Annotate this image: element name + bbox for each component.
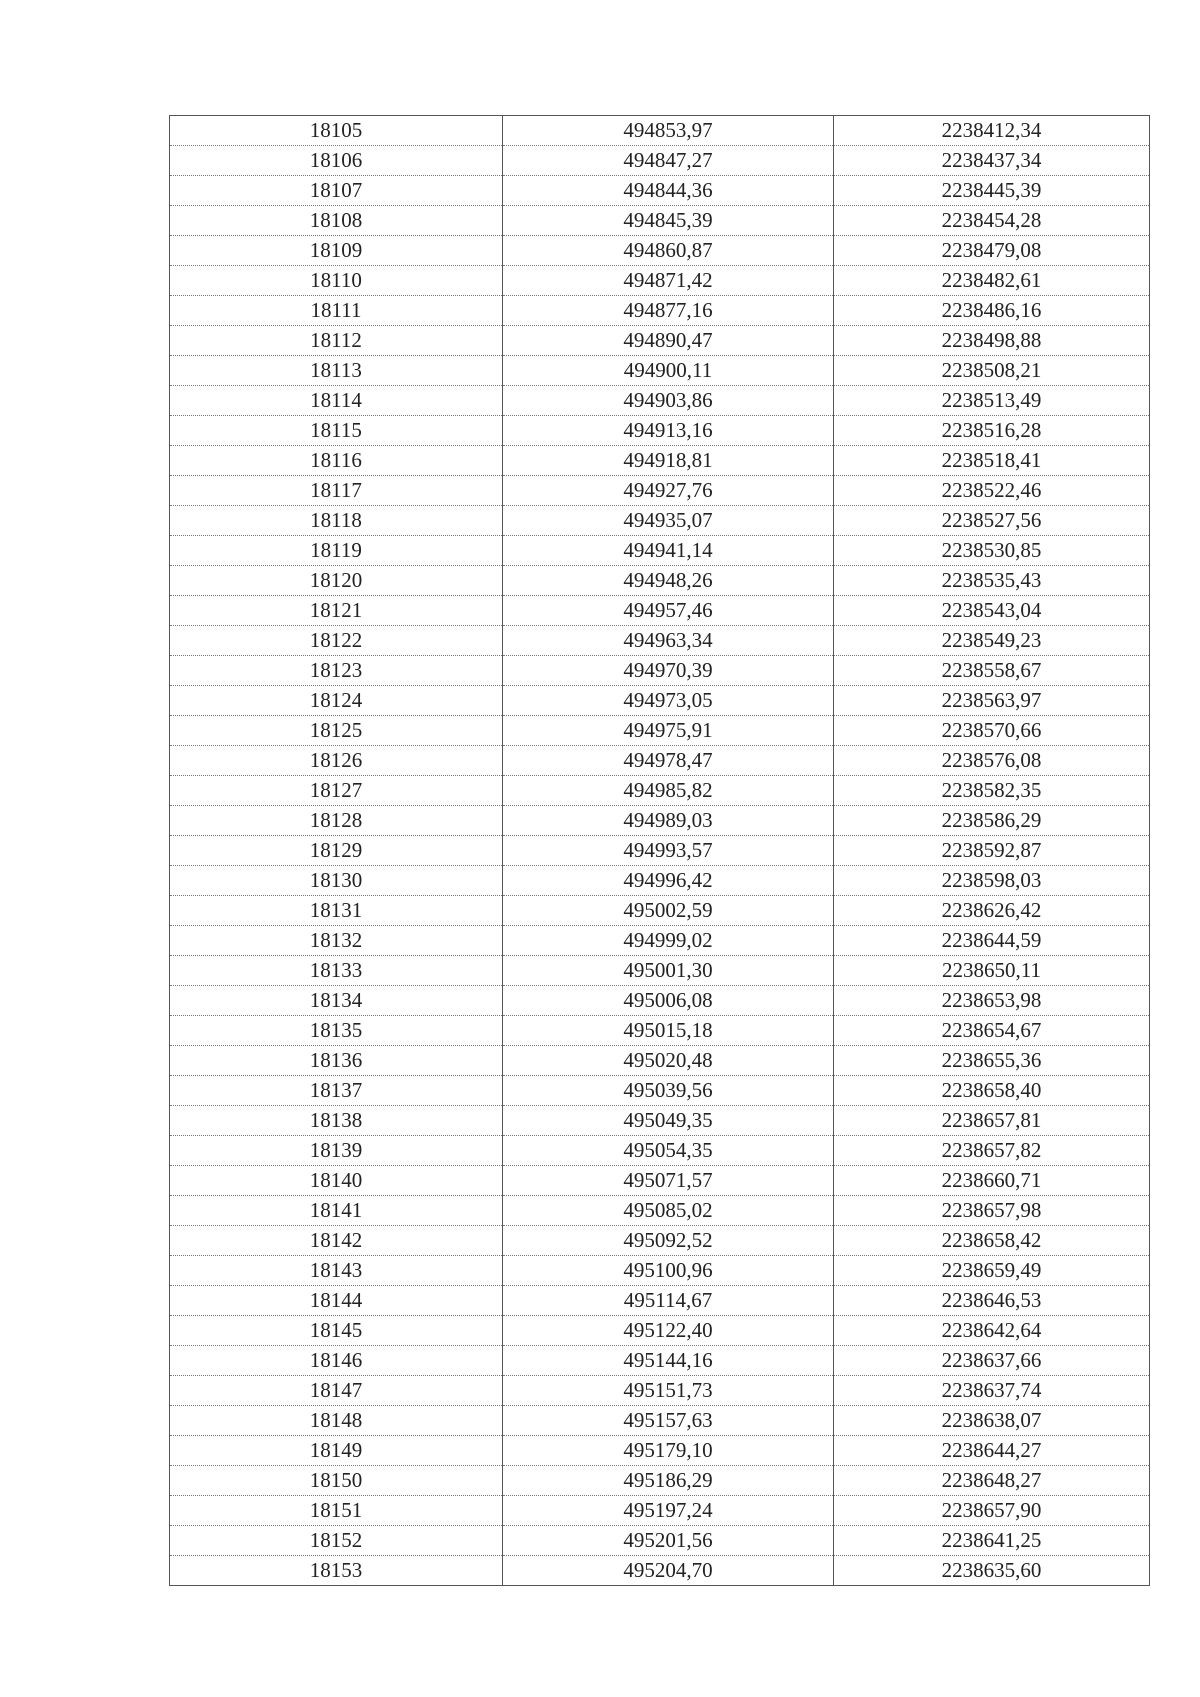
table-row xyxy=(170,176,1150,206)
x-coordinate-cell: 494890,47 xyxy=(503,326,834,356)
table-row xyxy=(170,866,1150,896)
table-row xyxy=(170,956,1150,986)
point-number-cell: 18127 xyxy=(170,776,503,806)
y-coordinate-cell: 2238518,41 xyxy=(834,446,1150,476)
y-coordinate-cell: 2238598,03 xyxy=(834,866,1150,896)
y-coordinate-cell: 2238508,21 xyxy=(834,356,1150,386)
table-row xyxy=(170,1346,1150,1376)
point-number-cell: 18130 xyxy=(170,866,503,896)
y-coordinate-cell: 2238412,34 xyxy=(834,116,1150,146)
y-coordinate-cell: 2238592,87 xyxy=(834,836,1150,866)
point-number-cell: 18142 xyxy=(170,1226,503,1256)
y-coordinate-cell: 2238549,23 xyxy=(834,626,1150,656)
x-coordinate-cell: 494948,26 xyxy=(503,566,834,596)
table-row xyxy=(170,1196,1150,1226)
x-coordinate-cell: 494993,57 xyxy=(503,836,834,866)
table-row xyxy=(170,236,1150,266)
x-coordinate-cell: 494871,42 xyxy=(503,266,834,296)
table-row xyxy=(170,1526,1150,1556)
table-row xyxy=(170,1406,1150,1436)
y-coordinate-cell: 2238635,60 xyxy=(834,1556,1150,1586)
y-coordinate-cell: 2238498,88 xyxy=(834,326,1150,356)
x-coordinate-cell: 494860,87 xyxy=(503,236,834,266)
x-coordinate-cell: 494975,91 xyxy=(503,716,834,746)
x-coordinate-cell: 495054,35 xyxy=(503,1136,834,1166)
point-number-cell: 18136 xyxy=(170,1046,503,1076)
x-coordinate-cell: 494844,36 xyxy=(503,176,834,206)
x-coordinate-cell: 495092,52 xyxy=(503,1226,834,1256)
point-number-cell: 18144 xyxy=(170,1286,503,1316)
table-row xyxy=(170,596,1150,626)
y-coordinate-cell: 2238642,64 xyxy=(834,1316,1150,1346)
x-coordinate-cell: 495157,63 xyxy=(503,1406,834,1436)
table-row xyxy=(170,266,1150,296)
y-coordinate-cell: 2238543,04 xyxy=(834,596,1150,626)
x-coordinate-cell: 495100,96 xyxy=(503,1256,834,1286)
x-coordinate-cell: 494903,86 xyxy=(503,386,834,416)
point-number-cell: 18111 xyxy=(170,296,503,326)
x-coordinate-cell: 494913,16 xyxy=(503,416,834,446)
x-coordinate-cell: 495197,24 xyxy=(503,1496,834,1526)
table-row xyxy=(170,1016,1150,1046)
x-coordinate-cell: 494900,11 xyxy=(503,356,834,386)
y-coordinate-cell: 2238558,67 xyxy=(834,656,1150,686)
table-row xyxy=(170,806,1150,836)
table-row xyxy=(170,1106,1150,1136)
y-coordinate-cell: 2238582,35 xyxy=(834,776,1150,806)
table-row xyxy=(170,1136,1150,1166)
point-number-cell: 18153 xyxy=(170,1556,503,1586)
table-row xyxy=(170,476,1150,506)
y-coordinate-cell: 2238563,97 xyxy=(834,686,1150,716)
y-coordinate-cell: 2238445,39 xyxy=(834,176,1150,206)
y-coordinate-cell: 2238655,36 xyxy=(834,1046,1150,1076)
point-number-cell: 18108 xyxy=(170,206,503,236)
point-number-cell: 18131 xyxy=(170,896,503,926)
table-row xyxy=(170,1466,1150,1496)
point-number-cell: 18113 xyxy=(170,356,503,386)
point-number-cell: 18141 xyxy=(170,1196,503,1226)
point-number-cell: 18119 xyxy=(170,536,503,566)
point-number-cell: 18149 xyxy=(170,1436,503,1466)
point-number-cell: 18151 xyxy=(170,1496,503,1526)
y-coordinate-cell: 2238641,25 xyxy=(834,1526,1150,1556)
x-coordinate-cell: 494985,82 xyxy=(503,776,834,806)
table-row xyxy=(170,116,1150,146)
x-coordinate-cell: 494927,76 xyxy=(503,476,834,506)
table-row xyxy=(170,326,1150,356)
y-coordinate-cell: 2238657,90 xyxy=(834,1496,1150,1526)
point-number-cell: 18120 xyxy=(170,566,503,596)
x-coordinate-cell: 495204,70 xyxy=(503,1556,834,1586)
table-row xyxy=(170,986,1150,1016)
x-coordinate-cell: 495001,30 xyxy=(503,956,834,986)
y-coordinate-cell: 2238638,07 xyxy=(834,1406,1150,1436)
y-coordinate-cell: 2238653,98 xyxy=(834,986,1150,1016)
table-row xyxy=(170,536,1150,566)
y-coordinate-cell: 2238486,16 xyxy=(834,296,1150,326)
y-coordinate-cell: 2238648,27 xyxy=(834,1466,1150,1496)
x-coordinate-cell: 494918,81 xyxy=(503,446,834,476)
point-number-cell: 18135 xyxy=(170,1016,503,1046)
y-coordinate-cell: 2238637,74 xyxy=(834,1376,1150,1406)
x-coordinate-cell: 495015,18 xyxy=(503,1016,834,1046)
x-coordinate-cell: 494963,34 xyxy=(503,626,834,656)
x-coordinate-cell: 494853,97 xyxy=(503,116,834,146)
y-coordinate-cell: 2238658,40 xyxy=(834,1076,1150,1106)
point-number-cell: 18140 xyxy=(170,1166,503,1196)
table-row xyxy=(170,776,1150,806)
point-number-cell: 18128 xyxy=(170,806,503,836)
table-row xyxy=(170,1496,1150,1526)
table-row xyxy=(170,716,1150,746)
y-coordinate-cell: 2238516,28 xyxy=(834,416,1150,446)
point-number-cell: 18112 xyxy=(170,326,503,356)
y-coordinate-cell: 2238658,42 xyxy=(834,1226,1150,1256)
point-number-cell: 18139 xyxy=(170,1136,503,1166)
table-row xyxy=(170,746,1150,776)
point-number-cell: 18117 xyxy=(170,476,503,506)
table-row xyxy=(170,926,1150,956)
y-coordinate-cell: 2238657,81 xyxy=(834,1106,1150,1136)
point-number-cell: 18148 xyxy=(170,1406,503,1436)
y-coordinate-cell: 2238586,29 xyxy=(834,806,1150,836)
x-coordinate-cell: 495201,56 xyxy=(503,1526,834,1556)
x-coordinate-cell: 495122,40 xyxy=(503,1316,834,1346)
point-number-cell: 18133 xyxy=(170,956,503,986)
coordinates-table-body xyxy=(170,116,1150,1586)
table-row xyxy=(170,356,1150,386)
y-coordinate-cell: 2238570,66 xyxy=(834,716,1150,746)
y-coordinate-cell: 2238654,67 xyxy=(834,1016,1150,1046)
y-coordinate-cell: 2238644,59 xyxy=(834,926,1150,956)
table-row xyxy=(170,836,1150,866)
y-coordinate-cell: 2238530,85 xyxy=(834,536,1150,566)
table-row xyxy=(170,206,1150,236)
x-coordinate-cell: 495144,16 xyxy=(503,1346,834,1376)
point-number-cell: 18124 xyxy=(170,686,503,716)
table-row xyxy=(170,1376,1150,1406)
point-number-cell: 18147 xyxy=(170,1376,503,1406)
point-number-cell: 18143 xyxy=(170,1256,503,1286)
point-number-cell: 18122 xyxy=(170,626,503,656)
y-coordinate-cell: 2238437,34 xyxy=(834,146,1150,176)
table-row xyxy=(170,1046,1150,1076)
x-coordinate-cell: 495039,56 xyxy=(503,1076,834,1106)
y-coordinate-cell: 2238522,46 xyxy=(834,476,1150,506)
point-number-cell: 18116 xyxy=(170,446,503,476)
table-row xyxy=(170,296,1150,326)
x-coordinate-cell: 494989,03 xyxy=(503,806,834,836)
point-number-cell: 18121 xyxy=(170,596,503,626)
y-coordinate-cell: 2238626,42 xyxy=(834,896,1150,926)
y-coordinate-cell: 2238637,66 xyxy=(834,1346,1150,1376)
table-row xyxy=(170,1286,1150,1316)
y-coordinate-cell: 2238513,49 xyxy=(834,386,1150,416)
point-number-cell: 18110 xyxy=(170,266,503,296)
coordinates-table xyxy=(169,115,1150,1586)
point-number-cell: 18152 xyxy=(170,1526,503,1556)
table-row xyxy=(170,1436,1150,1466)
table-row xyxy=(170,626,1150,656)
point-number-cell: 18146 xyxy=(170,1346,503,1376)
point-number-cell: 18150 xyxy=(170,1466,503,1496)
x-coordinate-cell: 494935,07 xyxy=(503,506,834,536)
y-coordinate-cell: 2238660,71 xyxy=(834,1166,1150,1196)
y-coordinate-cell: 2238482,61 xyxy=(834,266,1150,296)
point-number-cell: 18118 xyxy=(170,506,503,536)
x-coordinate-cell: 494845,39 xyxy=(503,206,834,236)
x-coordinate-cell: 494973,05 xyxy=(503,686,834,716)
table-row xyxy=(170,1316,1150,1346)
table-row xyxy=(170,656,1150,686)
x-coordinate-cell: 494999,02 xyxy=(503,926,834,956)
point-number-cell: 18123 xyxy=(170,656,503,686)
y-coordinate-cell: 2238576,08 xyxy=(834,746,1150,776)
y-coordinate-cell: 2238454,28 xyxy=(834,206,1150,236)
x-coordinate-cell: 495186,29 xyxy=(503,1466,834,1496)
x-coordinate-cell: 494941,14 xyxy=(503,536,834,566)
table-row xyxy=(170,416,1150,446)
table-row xyxy=(170,506,1150,536)
table-row xyxy=(170,1226,1150,1256)
table-row xyxy=(170,146,1150,176)
y-coordinate-cell: 2238650,11 xyxy=(834,956,1150,986)
table-row xyxy=(170,1256,1150,1286)
table-row xyxy=(170,566,1150,596)
point-number-cell: 18114 xyxy=(170,386,503,416)
table-row xyxy=(170,1076,1150,1106)
x-coordinate-cell: 494877,16 xyxy=(503,296,834,326)
x-coordinate-cell: 494996,42 xyxy=(503,866,834,896)
x-coordinate-cell: 495114,67 xyxy=(503,1286,834,1316)
y-coordinate-cell: 2238657,98 xyxy=(834,1196,1150,1226)
x-coordinate-cell: 495002,59 xyxy=(503,896,834,926)
table-row xyxy=(170,386,1150,416)
y-coordinate-cell: 2238657,82 xyxy=(834,1136,1150,1166)
x-coordinate-cell: 495085,02 xyxy=(503,1196,834,1226)
x-coordinate-cell: 495151,73 xyxy=(503,1376,834,1406)
y-coordinate-cell: 2238479,08 xyxy=(834,236,1150,266)
y-coordinate-cell: 2238644,27 xyxy=(834,1436,1150,1466)
point-number-cell: 18115 xyxy=(170,416,503,446)
point-number-cell: 18126 xyxy=(170,746,503,776)
x-coordinate-cell: 494847,27 xyxy=(503,146,834,176)
x-coordinate-cell: 494970,39 xyxy=(503,656,834,686)
point-number-cell: 18125 xyxy=(170,716,503,746)
x-coordinate-cell: 495071,57 xyxy=(503,1166,834,1196)
x-coordinate-cell: 495179,10 xyxy=(503,1436,834,1466)
x-coordinate-cell: 494978,47 xyxy=(503,746,834,776)
table-row xyxy=(170,1166,1150,1196)
point-number-cell: 18145 xyxy=(170,1316,503,1346)
point-number-cell: 18137 xyxy=(170,1076,503,1106)
point-number-cell: 18138 xyxy=(170,1106,503,1136)
x-coordinate-cell: 495049,35 xyxy=(503,1106,834,1136)
table-row xyxy=(170,686,1150,716)
point-number-cell: 18109 xyxy=(170,236,503,266)
y-coordinate-cell: 2238535,43 xyxy=(834,566,1150,596)
point-number-cell: 18106 xyxy=(170,146,503,176)
y-coordinate-cell: 2238527,56 xyxy=(834,506,1150,536)
y-coordinate-cell: 2238659,49 xyxy=(834,1256,1150,1286)
table-row xyxy=(170,1556,1150,1586)
point-number-cell: 18105 xyxy=(170,116,503,146)
table-row xyxy=(170,446,1150,476)
x-coordinate-cell: 495006,08 xyxy=(503,986,834,1016)
point-number-cell: 18107 xyxy=(170,176,503,206)
point-number-cell: 18129 xyxy=(170,836,503,866)
point-number-cell: 18132 xyxy=(170,926,503,956)
x-coordinate-cell: 495020,48 xyxy=(503,1046,834,1076)
point-number-cell: 18134 xyxy=(170,986,503,1016)
table-row xyxy=(170,896,1150,926)
x-coordinate-cell: 494957,46 xyxy=(503,596,834,626)
y-coordinate-cell: 2238646,53 xyxy=(834,1286,1150,1316)
